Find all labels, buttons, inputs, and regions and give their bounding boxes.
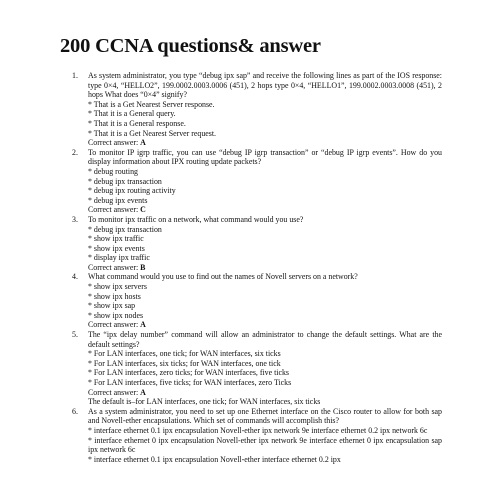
answer-option: * show ipx hosts xyxy=(88,291,141,301)
question-text: To monitor IP igrp traffic, you can use “debug IP igrp transaction” or “debug IP igrp events”. How do you display information about IPX routing update packets? xyxy=(88,147,442,167)
answer-option: * For LAN interfaces, one tick; for WAN interfaces, six ticks xyxy=(88,349,281,359)
question-text: As system administrator, you type “debug ipx sap” and receive the following lines as part of the IOS response: type 0×4, “HELLO2”, 199.0002.0003.0006 (451), 2 hops type 0×4, “HELLO1”, 199.0002.0003.0008 (451), 2 hops What does “0×4” signify? xyxy=(88,71,442,100)
answer-option: * debug ipx events xyxy=(88,195,148,205)
answer-option: * show ipx servers xyxy=(88,282,147,292)
answer-option: * interface ethernet 0 ipx encapsulation Novell-ether ipx network 9e interface ethernet 0 ipx encapsulation sap ipx network 6c xyxy=(88,435,442,455)
correct-answer-letter: A xyxy=(140,387,146,397)
answer-option: * That it is a Get Nearest Server request. xyxy=(88,128,217,138)
answer-option: * show ipx traffic xyxy=(88,234,144,244)
answer-option: * For LAN interfaces, zero ticks; for WAN interfaces, five ticks xyxy=(88,368,289,378)
correct-answer-letter: A xyxy=(140,138,146,148)
question-item xyxy=(72,148,442,215)
correct-answer-label: Correct answer: xyxy=(88,205,139,215)
correct-answer-line xyxy=(88,138,442,148)
answer-option: * debug routing xyxy=(88,166,138,176)
correct-answer-label: Correct answer: xyxy=(88,262,139,272)
answer-option: * show ipx sap xyxy=(88,301,136,311)
answer-option: * That it is a General response. xyxy=(88,118,186,128)
correct-answer-line xyxy=(88,320,442,330)
question-item xyxy=(72,407,442,465)
answer-option: * debug ipx transaction xyxy=(88,176,162,186)
question-text: The “ipx delay number” command will allow an administrator to change the default settings. What are the default settings? xyxy=(88,330,442,349)
answer-option: * display ipx traffic xyxy=(88,253,150,263)
question-number: 1. xyxy=(72,71,78,80)
correct-answer-letter: C xyxy=(140,205,146,215)
question-number: 6. xyxy=(72,406,78,416)
question-number: 4. xyxy=(72,272,78,282)
question-text: What command would you use to find out the names of Novell servers on a network? xyxy=(88,272,358,282)
answer-option: * debug ipx routing activity xyxy=(88,186,176,196)
question-text: As a system administrator, you need to set up one Ethernet interface on the Cisco router to allow for both sap and Novell-ether encapsulations. Which set of commands will accomplish this? xyxy=(88,406,442,426)
answer-option: * debug ipx transaction xyxy=(88,224,162,234)
answer-option: * For LAN interfaces, six ticks; for WAN interfaces, one tick xyxy=(88,358,281,368)
correct-answer-line xyxy=(88,263,442,273)
answer-option: * That is a Get Nearest Server response. xyxy=(88,99,215,109)
answer-explanation: The default is–for LAN interfaces, one tick; for WAN interfaces, six ticks xyxy=(88,397,321,407)
question-item xyxy=(72,272,442,330)
question-item xyxy=(72,215,442,273)
answer-option: * show ipx nodes xyxy=(88,310,144,320)
correct-answer-label: Correct answer: xyxy=(88,320,139,330)
question-number: 2. xyxy=(72,147,78,157)
answer-option: * For LAN interfaces, five ticks; for WAN interfaces, zero Ticks xyxy=(88,378,292,387)
correct-answer-letter: A xyxy=(140,320,146,330)
answer-option: * interface ethernet 0.1 ipx encapsulation Novell-ether interface ethernet 0.2 ipx xyxy=(88,454,341,464)
question-item xyxy=(72,71,442,148)
question-text: To monitor ipx traffic on a network, what command would you use? xyxy=(88,214,304,224)
answer-option: * interface ethernet 0.1 ipx encapsulation Novell-ether ipx network 9e interface ethernet 0.2 ipx network 6c xyxy=(88,425,428,435)
question-number: 5. xyxy=(72,330,78,340)
correct-answer-letter: B xyxy=(140,262,146,272)
question-item xyxy=(72,330,442,407)
correct-answer-line xyxy=(88,205,442,215)
correct-answer-label: Correct answer: xyxy=(88,387,139,397)
question-number: 3. xyxy=(72,214,78,224)
correct-answer-label: Correct answer: xyxy=(88,138,139,148)
answer-option: * show ipx events xyxy=(88,243,145,253)
question-list xyxy=(72,71,442,464)
answer-option: * That it is a General query. xyxy=(88,109,176,119)
correct-answer-line xyxy=(88,388,442,398)
document-title: 200 CCNA questions& answer xyxy=(60,35,321,57)
